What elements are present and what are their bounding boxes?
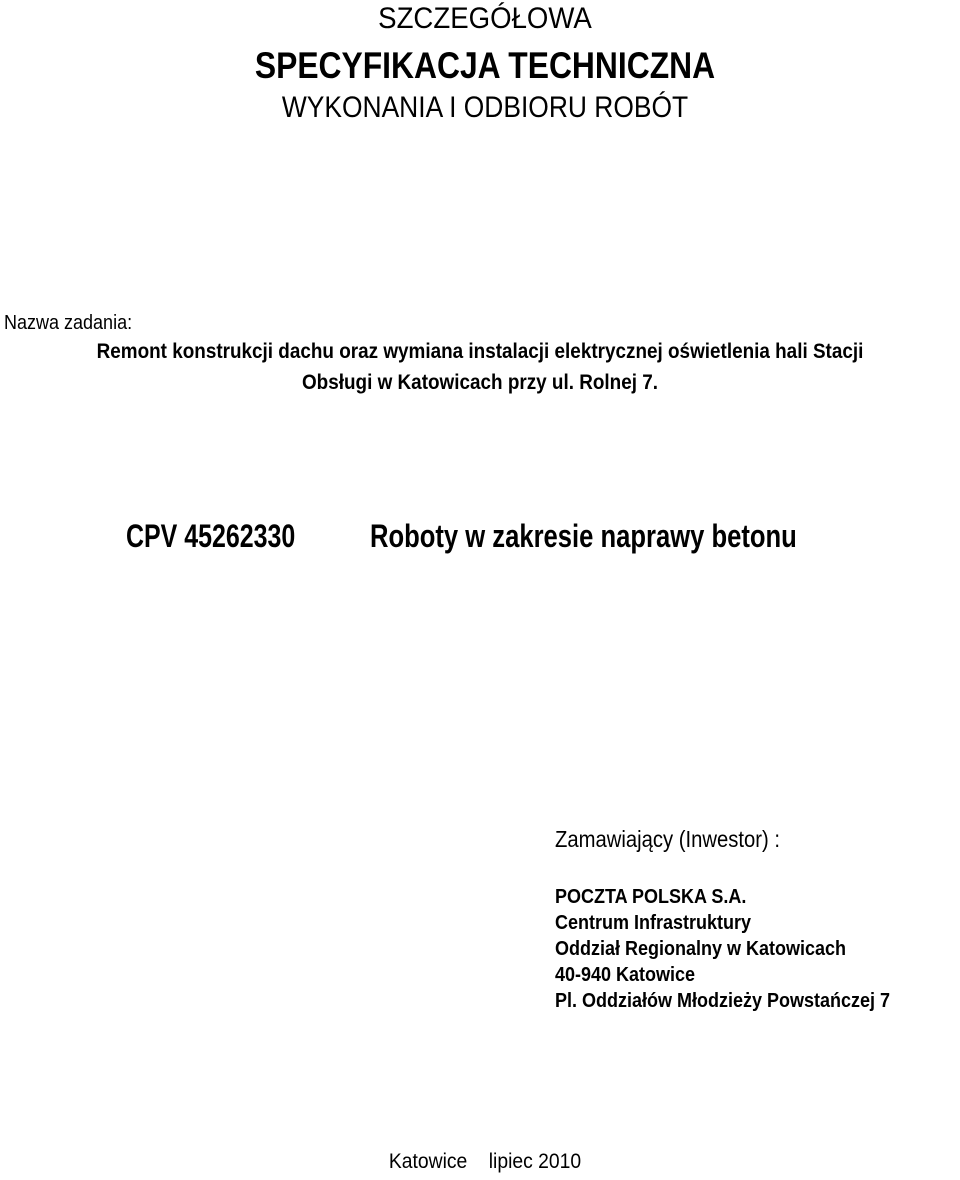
investor-line: POCZTA POLSKA S.A. <box>555 886 747 908</box>
cpv-code: CPV 45262330 <box>126 518 296 554</box>
investor-line: Oddział Regionalny w Katowicach <box>555 938 847 960</box>
investor-line: Pl. Oddziałów Młodzieży Powstańczej 7 <box>555 990 891 1012</box>
place-and-date: Katowice lipiec 2010 <box>388 1150 582 1173</box>
investor-label: Zamawiający (Inwestor) : <box>555 826 780 852</box>
task-label: Nazwa zadania: <box>4 312 133 334</box>
title-line-1: SZCZEGÓŁOWA <box>378 2 592 35</box>
investor-line: Centrum Infrastruktury <box>555 912 752 934</box>
title-line-2: SPECYFIKACJA TECHNICZNA <box>254 45 716 86</box>
task-name-line-1: Remont konstrukcji dachu oraz wymiana instalacji elektrycznej oświetlenia hali Stacji <box>96 340 864 363</box>
task-name <box>0 336 960 398</box>
investor-address <box>555 884 927 1014</box>
cpv-description: Roboty w zakresie naprawy betonu <box>370 518 797 554</box>
task-name-line-2: Obsługi w Katowicach przy ul. Rolnej 7. <box>301 371 659 394</box>
title-line-3: WYKONANIA I ODBIORU ROBÓT <box>281 91 689 124</box>
investor-line: 40-940 Katowice <box>555 964 696 986</box>
